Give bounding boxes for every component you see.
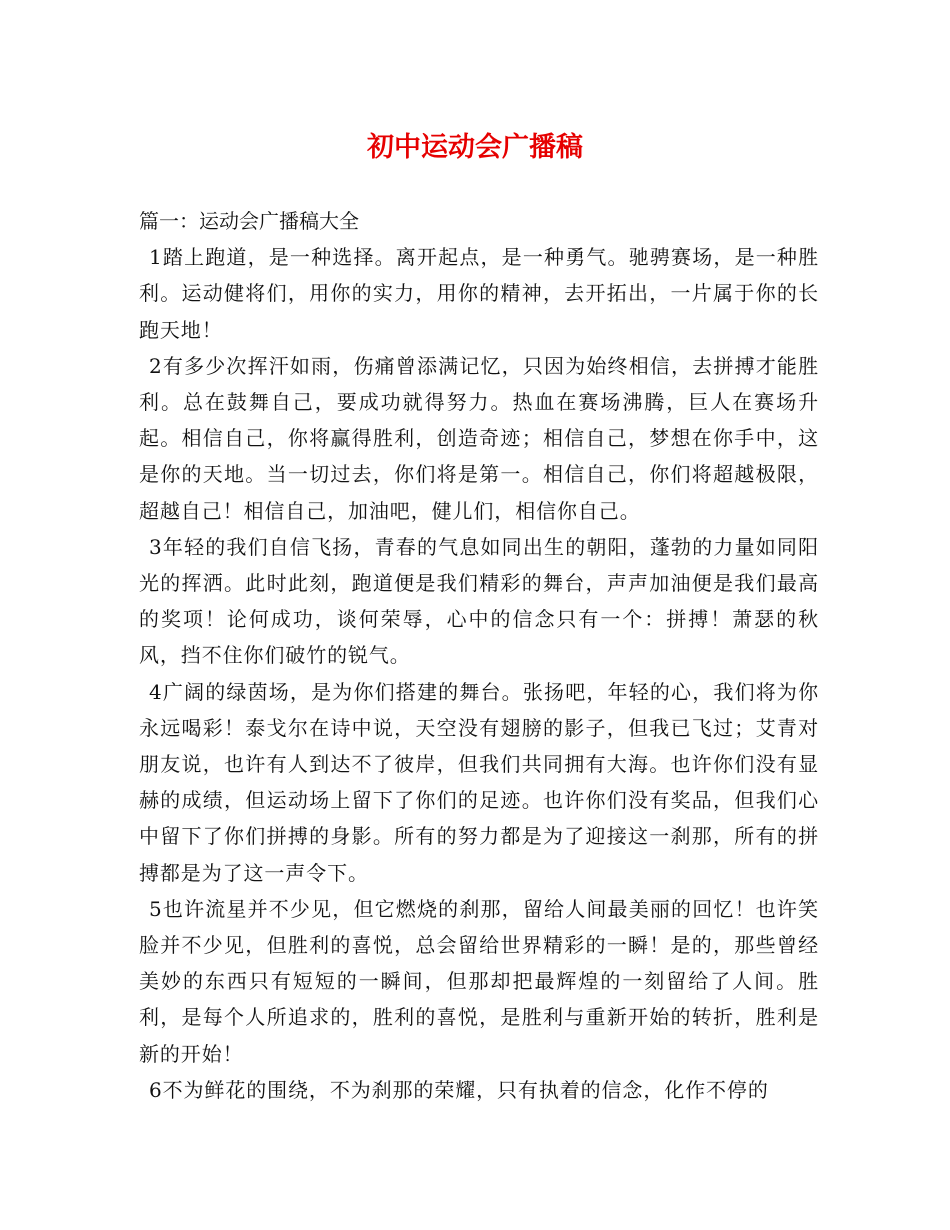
paragraph-2: 2有多少次挥汗如雨，伤痛曾添满记忆，只因为始终相信，去拼搏才能胜利。总在鼓舞自己，要成功就得努力。热血在赛场沸腾，巨人在赛场升起。相信自己，你将赢得胜利，创造奇迹；相信自己，梦想在你手中，这是你的天地。当一切过去，你们将是第一。相信自己，你们将超越极限，超越自己！相信自己，加油吧，健儿们，相信你自己。 [139,353,819,523]
paragraph-3: 3年轻的我们自信飞扬，青春的气息如同出生的朝阳，蓬勃的力量如同阳光的挥洒。此时此刻，跑道便是我们精彩的舞台，声声加油便是我们最高的奖项！论何成功，谈何荣辱，心中的信念只有一个：拼搏！萧瑟的秋风，挡不住你们破竹的锐气。 [139,534,819,668]
paragraph-1: 1踏上跑道，是一种选择。离开起点，是一种勇气。驰骋赛场，是一种胜利。运动健将们，用你的实力，用你的精神，去开拓出，一片属于你的长跑天地！ [139,245,819,342]
paragraph-6: 6不为鲜花的围绕，不为刹那的荣耀，只有执着的信念，化作不停的 [149,1077,769,1102]
paragraph-4: 4广阔的绿茵场，是为你们搭建的舞台。张扬吧，年轻的心，我们将为你永远喝彩！泰戈尔在诗中说，天空没有翅膀的影子，但我已飞过；艾青对朋友说，也许有人到达不了彼岸，但我们共同拥有大海。也许你们没有显赫的成绩，但运动场上留下了你们的足迹。也许你们没有奖品，但我们心中留下了你们拼搏的身影。所有的努力都是为了迎接这一刹那，所有的拼搏都是为了这一声令下。 [139,679,819,885]
document-title: 初中运动会广播稿 [367,132,583,163]
document-body [139,203,819,1108]
section-heading: 篇一：运动会广播稿大全 [139,209,359,233]
paragraph-5: 5也许流星并不少见，但它燃烧的刹那，留给人间最美丽的回忆！也许笑脸并不少见，但胜利的喜悦，总会留给世界精彩的一瞬！是的，那些曾经美妙的东西只有短短的一瞬间，但那却把最辉煌的一刻留给了人间。胜利，是每个人所追求的，胜利的喜悦，是胜利与重新开始的转折，胜利是新的开始！ [139,896,819,1066]
